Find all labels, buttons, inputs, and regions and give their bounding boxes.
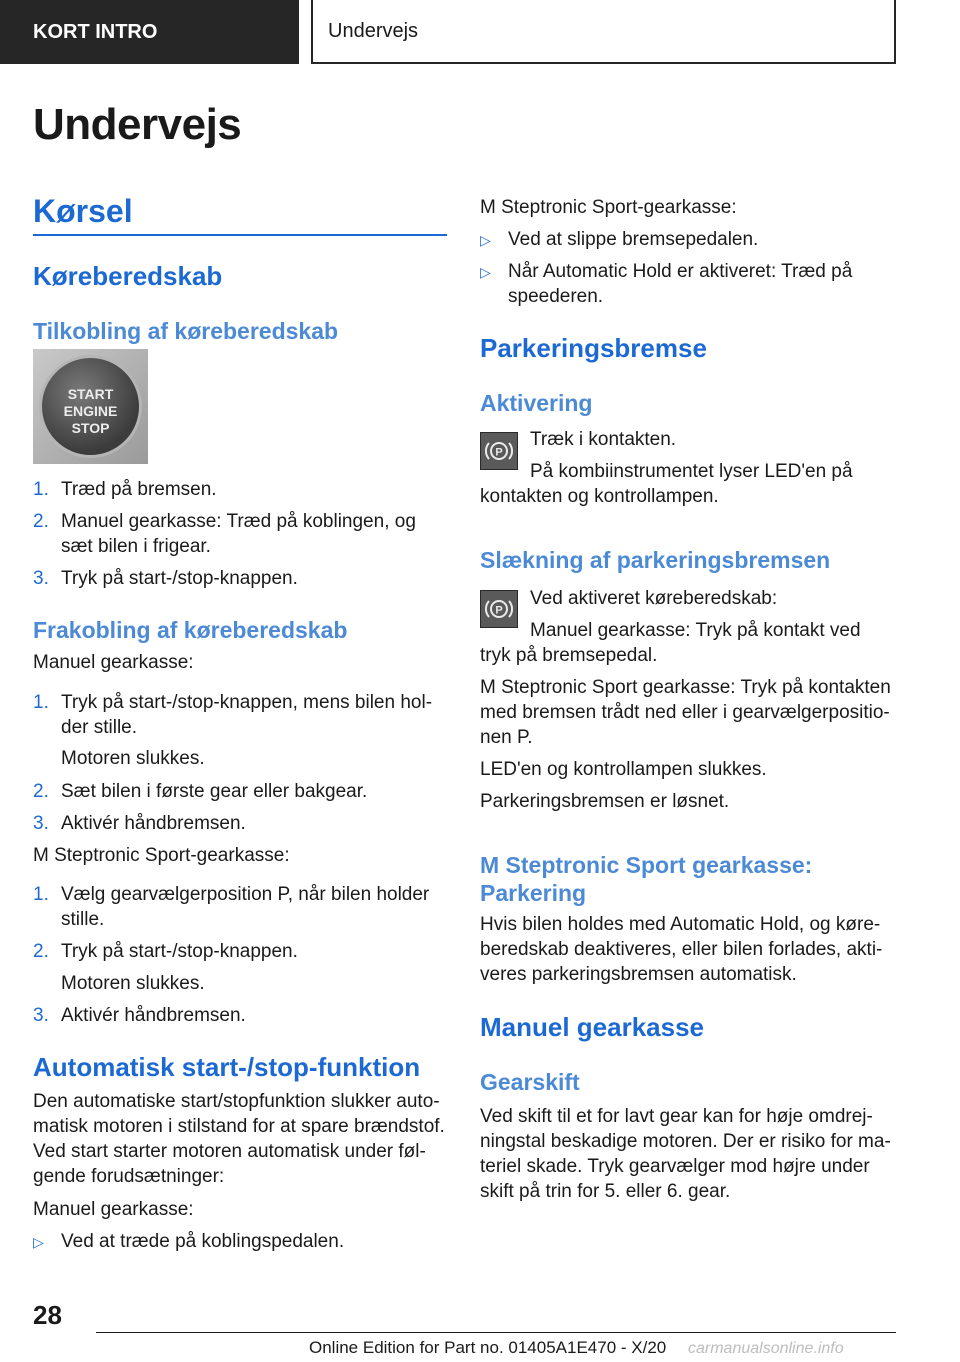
step-note: Motoren slukkes. [61, 748, 205, 769]
heading-manuel-gearkasse: Manuel gearkasse [480, 1012, 705, 1042]
parking-brake-glyph [484, 597, 514, 621]
start-text-line-1: START [67, 386, 114, 402]
slakning-line: Ved aktiveret køreberedskab: [530, 588, 778, 609]
step-text: der stille. [61, 717, 138, 738]
parking-brake-switch-icon [480, 590, 518, 628]
step-text: Manuel gearkasse: Træd på koblingen, og [61, 511, 416, 532]
step-number: 2. [33, 941, 49, 962]
bullet-text: speederen. [508, 286, 604, 307]
triangle-right-outline-icon: ▷ [33, 1234, 44, 1250]
step-text: Tryk på start-/stop-knappen, mens bilen hol- [61, 692, 433, 713]
step-text: Aktivér håndbremsen. [61, 813, 246, 834]
bullet-text: Ved at træde på koblingspedalen. [61, 1231, 345, 1252]
heading-auto-start-stop: Automatisk start-/stop-funktion [33, 1052, 421, 1082]
heading-rule [33, 234, 447, 236]
step-number: 3. [33, 813, 49, 834]
heading-koreberedskab: Køreberedskab [33, 261, 223, 291]
start-engine-stop-button-image [33, 349, 148, 464]
start-text-line-3: STOP [71, 420, 110, 436]
gearskift-para-line: ningstal beskadige motoren. Der er risiko for ma- [480, 1131, 891, 1152]
manual-gearbox-label: Manuel gearkasse: [33, 652, 194, 673]
step-text: Aktivér håndbremsen. [61, 1005, 246, 1026]
parking-brake-switch-icon [480, 432, 518, 470]
step-number: 3. [33, 1005, 49, 1026]
gearskift-para-line: Ved skift til et for lavt gear kan for høje omdrej- [480, 1106, 873, 1127]
slakning-steptronic-line: M Steptronic Sport gearkasse: Tryk på kontakten [480, 677, 891, 698]
bullet-text: Ved at slippe bremsepedalen. [508, 229, 759, 250]
gearskift-para-line: teriel skade. Tryk gearvælger mod højre under [480, 1156, 870, 1177]
section-label: KORT INTRO [33, 20, 158, 43]
slakning-line: tryk på bremsepedal. [480, 645, 658, 666]
step-number: 1. [33, 692, 49, 713]
step-text: stille. [61, 909, 105, 930]
slakning-led: LED'en og kontrollampen slukkes. [480, 759, 767, 780]
page-tab [311, 0, 896, 64]
svg-text:P: P [495, 604, 503, 617]
auto-para-line: matisk motoren i stilstand for at spare brændstof. [33, 1116, 445, 1137]
slakning-steptronic-line: med bremsen trådt ned eller i gearvælgerpositio- [480, 702, 890, 723]
step-number: 2. [33, 781, 49, 802]
step-number: 1. [33, 884, 49, 905]
step-number: 2. [33, 511, 49, 532]
step-number: 3. [33, 568, 49, 589]
auto-para-line: gende forudsætninger: [33, 1166, 225, 1187]
msport-para-line: veres parkeringsbremsen automatisk. [480, 964, 797, 985]
auto-para-line: Den automatiske start/stopfunktion slukker auto- [33, 1091, 440, 1112]
svg-text:P: P [495, 446, 503, 459]
heading-aktivering: Aktivering [480, 390, 593, 416]
aktivering-line: På kombiinstrumentet lyser LED'en på [530, 461, 853, 482]
step-text: Sæt bilen i første gear eller bakgear. [61, 781, 368, 802]
footer-rule [96, 1332, 896, 1333]
heading-korsel: Kørsel [33, 193, 133, 229]
page-title: Undervejs [33, 100, 242, 149]
heading-gearskift: Gearskift [480, 1069, 580, 1095]
msport-para-line: beredskab deaktiveres, eller bilen forlades, akti- [480, 939, 883, 960]
footer-edition: Online Edition for Part no. 01405A1E470 - X/20 [309, 1338, 667, 1357]
msport-para-line: Hvis bilen holdes med Automatic Hold, og køre- [480, 914, 881, 935]
step-text: Vælg gearvælgerposition P, når bilen holder [61, 884, 430, 905]
watermark: carmanualsonline.info [688, 1340, 844, 1357]
step-text: Tryk på start-/stop-knappen. [61, 941, 298, 962]
triangle-right-outline-icon: ▷ [480, 264, 491, 280]
heading-msport-line1: M Steptronic Sport gearkasse: [480, 852, 813, 878]
heading-msport-line2: Parkering [480, 880, 587, 906]
slakning-line: Manuel gearkasse: Tryk på kontakt ved [530, 620, 861, 641]
page-label: Undervejs [328, 19, 419, 42]
steptronic-label: M Steptronic Sport-gearkasse: [33, 845, 290, 866]
aktivering-line: kontakten og kontrollampen. [480, 486, 719, 507]
gearskift-para-line: skift på trin for 5. eller 6. gear. [480, 1181, 731, 1202]
steptronic-label: M Steptronic Sport-gearkasse: [480, 197, 737, 218]
step-text: sæt bilen i frigear. [61, 536, 211, 557]
slakning-released: Parkeringsbremsen er løsnet. [480, 791, 730, 812]
bullet-text: Når Automatic Hold er aktiveret: Træd på [508, 261, 853, 282]
step-number: 1. [33, 479, 49, 500]
start-text-line-2: ENGINE [63, 403, 118, 419]
aktivering-line: Træk i kontakten. [530, 429, 677, 450]
auto-para-line: Ved start starter motoren automatisk under føl- [33, 1141, 426, 1162]
triangle-right-outline-icon: ▷ [480, 232, 491, 248]
step-text: Tryk på start-/stop-knappen. [61, 568, 298, 589]
heading-slakning: Slækning af parkeringsbremsen [480, 547, 831, 573]
step-note: Motoren slukkes. [61, 973, 205, 994]
heading-frakobling: Frakobling af køreberedskab [33, 617, 348, 643]
heading-tilkobling: Tilkobling af køreberedskab [33, 318, 339, 344]
start-button-ring [39, 355, 142, 458]
heading-parkeringsbremse: Parkeringsbremse [480, 333, 707, 363]
slakning-steptronic-line: nen P. [480, 727, 533, 748]
auto-manual-label: Manuel gearkasse: [33, 1199, 194, 1220]
parking-brake-glyph [484, 439, 514, 463]
section-tab [0, 0, 299, 64]
page-number: 28 [33, 1300, 62, 1330]
start-button-text [42, 386, 139, 437]
step-text: Træd på bremsen. [61, 479, 217, 500]
